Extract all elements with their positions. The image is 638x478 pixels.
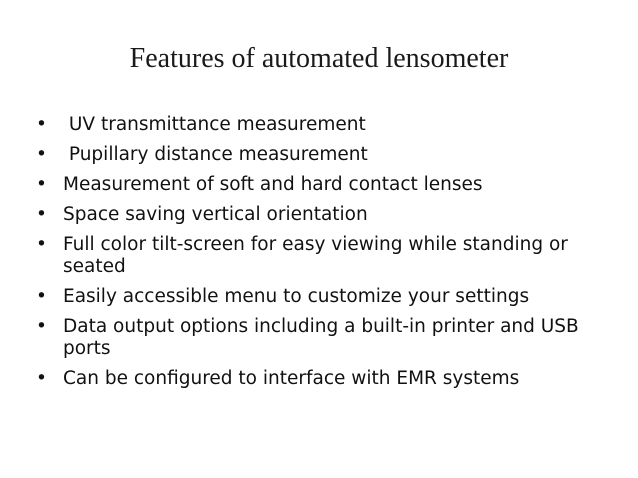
bullet-icon: •	[36, 114, 47, 135]
bullet-list	[36, 114, 606, 398]
bullet-text: Can be configured to interface with EMR systems	[63, 368, 520, 389]
list-item	[36, 144, 606, 166]
list-item	[36, 368, 606, 390]
bullet-text: Easily accessible menu to customize your settings	[63, 286, 530, 307]
bullet-text: Data output options including a built-in printer and USB ports	[63, 316, 579, 359]
bullet-icon: •	[36, 204, 47, 225]
list-item	[36, 174, 606, 196]
bullet-icon: •	[36, 286, 47, 307]
bullet-icon: •	[36, 174, 47, 195]
list-item	[36, 286, 606, 308]
bullet-text: Space saving vertical orientation	[63, 204, 368, 225]
bullet-text: Measurement of soft and hard contact lenses	[63, 174, 483, 195]
bullet-text: Full color tilt-screen for easy viewing while standing or seated	[63, 234, 568, 277]
bullet-icon: •	[36, 316, 47, 337]
bullet-text: Pupillary distance measurement	[63, 144, 368, 165]
list-item	[36, 234, 606, 278]
slide-title: Features of automated lensometer	[129, 43, 509, 74]
bullet-text: UV transmittance measurement	[63, 114, 366, 135]
bullet-icon: •	[36, 144, 47, 165]
bullet-icon: •	[36, 234, 47, 255]
list-item	[36, 316, 606, 360]
bullet-icon: •	[36, 368, 47, 389]
list-item	[36, 114, 606, 136]
list-item	[36, 204, 606, 226]
